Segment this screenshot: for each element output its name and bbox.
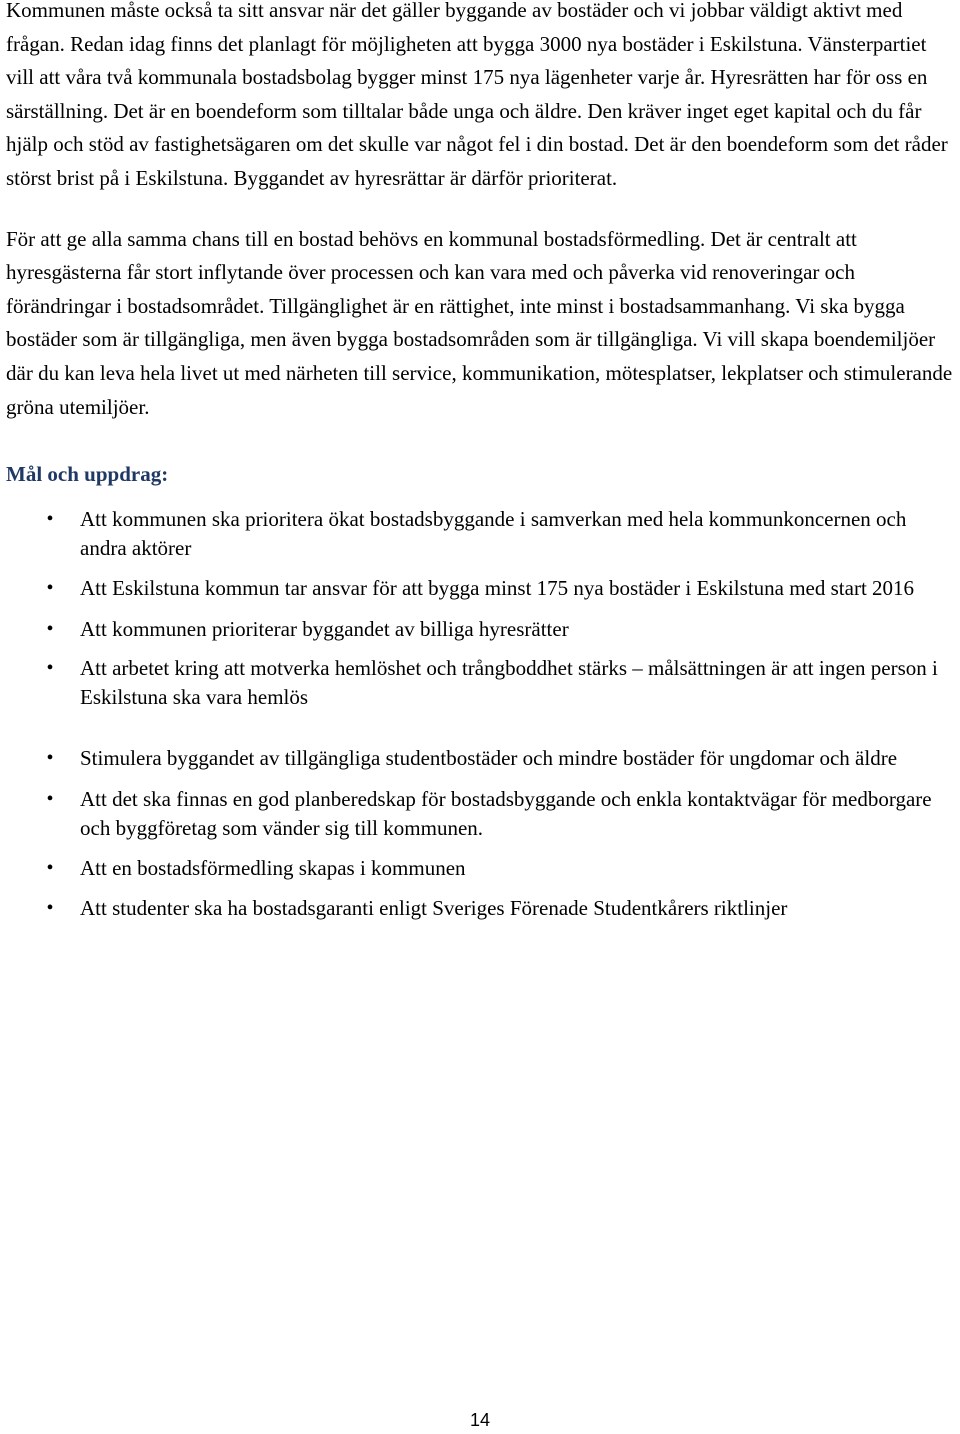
goal-text: Att studenter ska ha bostadsgaranti enligt Sveriges Förenade Studentkårers riktlinjer — [80, 895, 788, 920]
bullet-icon: • — [46, 507, 54, 530]
goal-text: Stimulera byggandet av tillgängliga studentbostäder och mindre bostäder för ungdomar och äldre — [80, 745, 898, 770]
goals-list-item — [6, 574, 958, 603]
document-page — [6, 0, 958, 923]
goal-text: Att det ska finnas en god planberedskap för bostadsbyggande och enkla kontaktvägar för medborgare och byggföretag som vänder sig till kommunen. — [80, 786, 932, 840]
goal-text: Att en bostadsförmedling skapas i kommunen — [80, 855, 466, 880]
section-heading-goals: Mål och uppdrag: — [6, 462, 169, 487]
goals-list-item — [6, 505, 958, 563]
bullet-icon: • — [46, 617, 54, 640]
bullet-icon: • — [46, 746, 54, 769]
goal-text: Att kommunen prioriterar byggandet av billiga hyresrätter — [80, 616, 569, 641]
bullet-icon: • — [46, 576, 54, 599]
bullet-icon: • — [46, 896, 54, 919]
goal-text: Att kommunen ska prioritera ökat bostadsbyggande i samverkan med hela kommunkoncernen och andra aktörer — [80, 506, 907, 560]
bullet-icon: • — [46, 856, 54, 879]
goals-list-item — [6, 894, 958, 923]
goals-list-item — [6, 654, 958, 712]
goal-text: Att arbetet kring att motverka hemlöshet och trångboddhet stärks – målsättningen är att ingen person i Eskilstuna ska vara hemlös — [80, 655, 938, 709]
paragraph-housing-agency: För att ge alla samma chans till en bostad behövs en kommunal bostadsförmedling. Det är centralt att hyresgästerna får stort inflytande över processen och kan vara med och påverka vid renoveringar och förändringar i bostadsområdet. Tillgänglighet är en rättighet, inte minst i bostadsammanhang. Vi ska bygga bostäder som är tillgängliga, men även bygga bostadsområden som är tillgängliga. Vi vill skapa boendemiljöer där du kan leva hela livet ut med närheten till service, kommunikation, mötesplatser, lekplatser och stimulerande gröna utemiljöer. — [6, 226, 953, 419]
paragraph-housing-responsibility: Kommunen måste också ta sitt ansvar när det gäller byggande av bostäder och vi jobbar väldigt aktivt med frågan. Redan idag finns det planlagt för möjligheten att bygga 3000 nya bostäder i Eskilstuna. Vänsterpartiet vill att våra två kommunala bostadsbolag bygger minst 175 nya lägenheter varje år. Hyresrätten har för oss en särställning. Det är en boendeform som tilltalar både unga och äldre. Den kräver inget eget kapital och du får hjälp och stöd av fastighetsägaren om det skulle var något fel i din bostad. Det är den boendeform som det råder störst brist på i Eskilstuna. Byggandet av hyresrättar är därför prioriterat. — [6, 0, 948, 190]
goals-list — [6, 505, 958, 923]
goals-list-item — [6, 785, 958, 843]
bullet-icon: • — [46, 656, 54, 679]
page-number: 14 — [469, 1410, 491, 1430]
goals-list-item — [6, 744, 958, 773]
goal-text: Att Eskilstuna kommun tar ansvar för att bygga minst 175 nya bostäder i Eskilstuna med start 2016 — [80, 575, 915, 600]
goals-list-item — [6, 854, 958, 883]
goals-list-item — [6, 615, 958, 644]
bullet-icon: • — [46, 787, 54, 810]
